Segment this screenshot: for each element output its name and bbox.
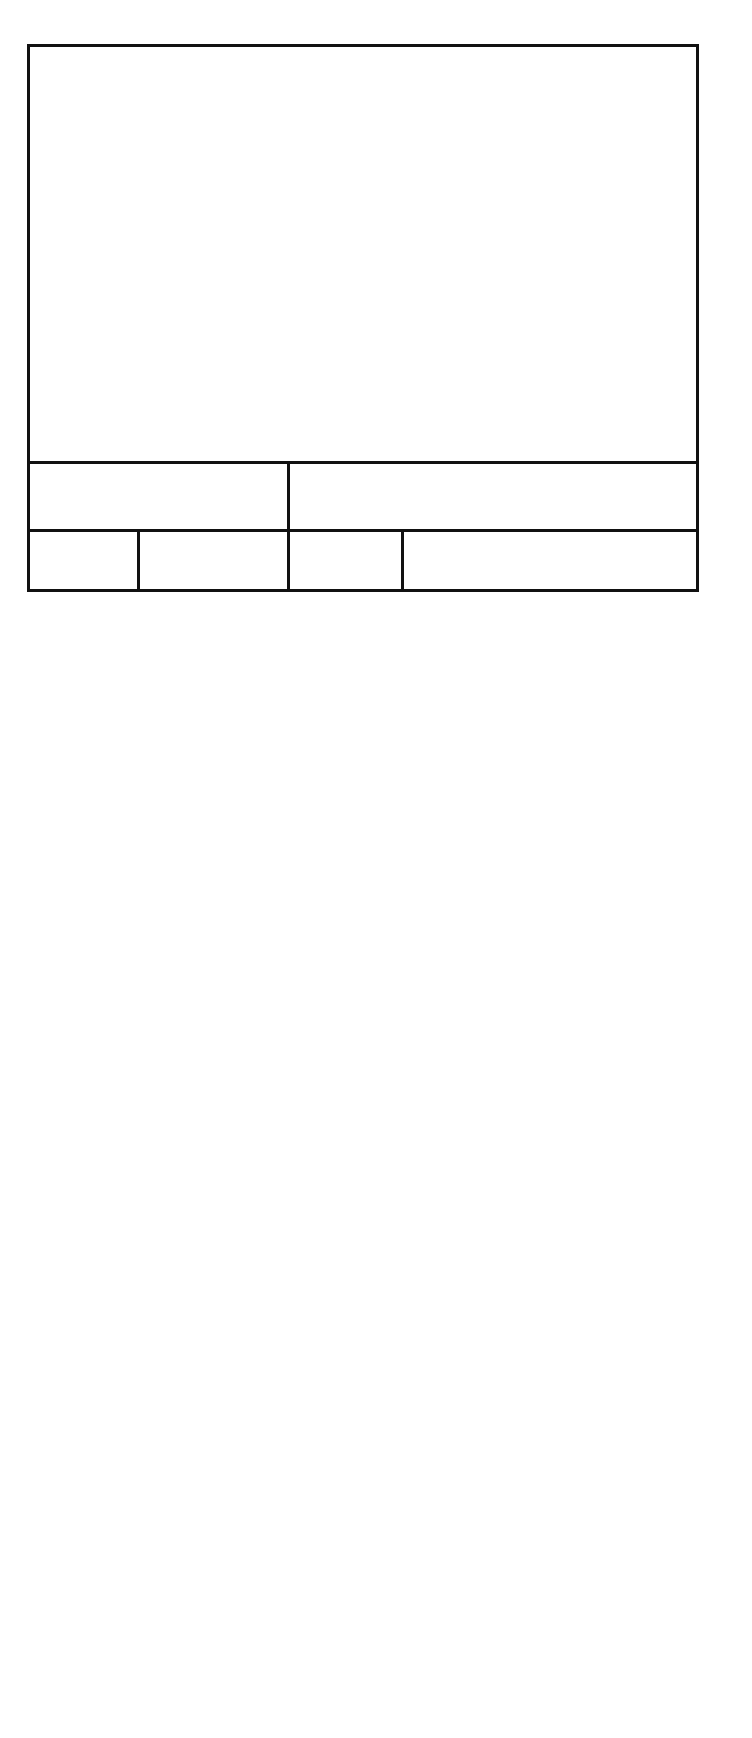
connector-info-label	[30, 464, 287, 529]
header-wire-color	[137, 532, 287, 589]
table-header-row	[30, 529, 696, 589]
header-circuit-no	[287, 532, 401, 589]
connector-face-drawing	[30, 47, 696, 461]
connector-info-list	[287, 464, 696, 529]
header-pin	[30, 532, 137, 589]
connector-pin-table	[27, 461, 699, 592]
connector-diagram	[27, 44, 699, 464]
header-function	[401, 532, 696, 589]
connector-info-row	[30, 461, 696, 529]
